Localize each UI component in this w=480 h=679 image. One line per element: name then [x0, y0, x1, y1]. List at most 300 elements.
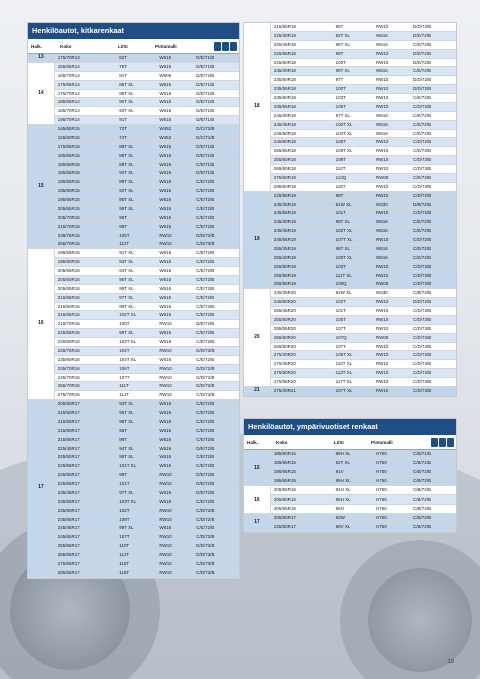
load-speed-cell: 107T — [116, 373, 156, 382]
size-cell: 235/60R18 — [270, 94, 332, 103]
eu-label-cell: C/E/72/B — [193, 426, 239, 435]
header-koko: Koko — [276, 439, 288, 445]
tread-cell: W616 — [156, 302, 193, 311]
table-row — [244, 31, 456, 40]
tread-cell: W616 — [156, 444, 193, 453]
tread-cell: RW10 — [156, 480, 193, 489]
table-row — [244, 477, 456, 486]
eu-label-cell: C/B/72/B — [410, 495, 456, 504]
load-speed-cell: 115T — [116, 559, 156, 568]
eu-label-cell: D/E/72/B — [193, 320, 239, 329]
winter-tires-table-part1 — [27, 22, 240, 579]
load-speed-cell: 88T XL — [116, 89, 156, 98]
size-cell: 235/35R20 — [270, 289, 332, 298]
tread-cell: RW10 — [373, 386, 410, 395]
eu-label-cell: C/E/72/B — [410, 129, 456, 138]
tread-cell: W616 — [156, 62, 193, 71]
load-speed-cell: 86T XL — [116, 80, 156, 89]
load-speed-cell: 90T XL — [116, 98, 156, 107]
eu-label-cell: C/D/73/B — [410, 315, 456, 324]
eu-label-cell: D/E/71/B — [193, 80, 239, 89]
tread-cell: W616 — [373, 67, 410, 76]
table-row — [244, 111, 456, 120]
eu-label-cell: C/B/72/B — [410, 513, 456, 522]
eu-label-cell: C/E/72/B — [410, 111, 456, 120]
tread-cell: RW10 — [373, 102, 410, 111]
size-cell: 225/75R16 — [54, 346, 116, 355]
all-season-tires-table — [243, 418, 457, 533]
table-row — [28, 187, 239, 196]
table-row — [28, 373, 239, 382]
table-row — [28, 222, 239, 231]
table-row — [244, 378, 456, 387]
tread-cell: RW10 — [156, 515, 193, 524]
table-row — [28, 471, 239, 480]
table-row — [28, 284, 239, 293]
size-cell: 215/65R17 — [54, 435, 116, 444]
table-row — [244, 253, 456, 262]
eu-label-cell: C/D/73/B — [410, 182, 456, 191]
load-speed-cell: 110T XL — [333, 360, 373, 369]
tire-table — [244, 23, 456, 396]
tread-cell: W616 — [156, 426, 193, 435]
load-speed-cell: 100T XL — [333, 120, 373, 129]
tread-cell: RW10 — [373, 76, 410, 85]
tread-cell: W616 — [156, 267, 193, 276]
rim-size-cell: 17 — [244, 513, 270, 531]
eu-label-cell: C/E/72/B — [193, 258, 239, 267]
eu-label-cell: C/D/73/B — [410, 386, 456, 395]
load-speed-cell: 99T XL — [116, 204, 156, 213]
table-row — [244, 324, 456, 333]
size-cell: 185/65R15 — [270, 459, 332, 468]
tread-cell: RW10 — [373, 182, 410, 191]
load-speed-cell: 108T — [116, 515, 156, 524]
table-row — [28, 364, 239, 373]
size-cell: 185/55R15 — [54, 151, 116, 160]
rim-size-cell: 13 — [28, 54, 54, 62]
size-cell: 245/45R19 — [270, 227, 332, 236]
load-speed-cell: 100T — [333, 58, 373, 67]
table-row — [28, 488, 239, 497]
table-row — [28, 320, 239, 329]
tread-cell: RW10 — [373, 147, 410, 156]
rim-size-cell: 19 — [244, 191, 270, 289]
table-row — [28, 338, 239, 347]
load-speed-cell: 99T XL — [116, 302, 156, 311]
tread-cell: RW10 — [373, 209, 410, 218]
eu-label-cell: D/E/72/B — [193, 480, 239, 489]
eu-label-icons — [214, 42, 237, 51]
size-cell: 215/60R17 — [54, 426, 116, 435]
load-speed-cell: 102T XL — [116, 338, 156, 347]
table-row — [28, 409, 239, 418]
size-cell: 245/45R18 — [270, 120, 332, 129]
size-cell: 265/50R20 — [270, 342, 332, 351]
size-cell: 275/45R20 — [270, 360, 332, 369]
load-speed-cell: 92T XL — [116, 169, 156, 178]
size-cell: 275/70R16 — [54, 391, 116, 400]
rim-size-cell: 20 — [244, 289, 270, 387]
eu-label-cell: C/D/73/B — [193, 559, 239, 568]
table-row — [244, 333, 456, 342]
size-cell: 195/60R15 — [54, 187, 116, 196]
tread-cell: RW10 — [373, 156, 410, 165]
eu-label-cell: D/E/71/B — [193, 89, 239, 98]
load-speed-cell: 95H — [333, 504, 373, 513]
load-speed-cell: 99T XL — [116, 284, 156, 293]
size-cell: 205/55R16 — [54, 267, 116, 276]
load-speed-cell: 95T XL — [333, 67, 373, 76]
load-speed-cell: 91W XL — [333, 200, 373, 209]
load-speed-cell: 98V XL — [333, 522, 373, 531]
load-speed-cell: 107T XL — [333, 386, 373, 395]
load-speed-cell: 96T — [116, 213, 156, 222]
table-row — [244, 129, 456, 138]
load-speed-cell: 103T XL — [116, 497, 156, 506]
tread-cell: W616 — [156, 462, 193, 471]
load-speed-cell: 95T — [333, 23, 373, 31]
load-speed-cell: 89T XL — [116, 178, 156, 187]
eu-label-cell: C/B/71/B — [410, 450, 456, 459]
eu-label-cell: D/E/72/B — [410, 49, 456, 58]
table-header — [244, 435, 456, 450]
tread-cell: H750 — [373, 495, 410, 504]
load-speed-cell: 107T — [116, 533, 156, 542]
size-cell: 255/70R16 — [54, 382, 116, 391]
rim-size-cell: 16 — [244, 486, 270, 513]
size-cell: 225/55R16 — [54, 329, 116, 338]
size-cell: 235/50R18 — [270, 76, 332, 85]
tread-cell: W616 — [373, 40, 410, 49]
eu-label-cell: C/D/73/B — [410, 324, 456, 333]
eu-label-cell: C/E/72/B — [193, 293, 239, 302]
table-row — [28, 151, 239, 160]
size-cell: 195/70R14 — [54, 116, 116, 125]
size-cell: 215/70R15 — [54, 222, 116, 231]
tread-cell: W616 — [373, 227, 410, 236]
eu-label-cell: C/E/72/B — [410, 94, 456, 103]
table-row — [28, 444, 239, 453]
load-speed-cell: 100T XL — [333, 253, 373, 262]
table-row — [28, 196, 239, 205]
tread-cell: W616 — [373, 129, 410, 138]
tread-cell: H750 — [373, 468, 410, 477]
load-speed-cell: 95T XL — [333, 40, 373, 49]
size-cell: 235/60R17 — [54, 506, 116, 515]
size-cell: 255/40R19 — [270, 253, 332, 262]
load-speed-cell: 96T — [116, 426, 156, 435]
load-speed-cell: 111T XL — [333, 271, 373, 280]
load-speed-cell: 95T XL — [116, 409, 156, 418]
tread-cell: W616 — [156, 213, 193, 222]
table-row — [28, 169, 239, 178]
table-row — [244, 49, 456, 58]
load-speed-cell: 102T XL — [116, 311, 156, 320]
tread-cell: W616 — [156, 196, 193, 205]
load-speed-cell: 81T — [116, 71, 156, 80]
size-cell: 235/55R17 — [54, 497, 116, 506]
size-cell: 265/50R20 — [270, 333, 332, 342]
tread-cell: RW08 — [373, 280, 410, 289]
tread-cell: W330 — [373, 289, 410, 298]
table-row — [244, 459, 456, 468]
eu-label-cell: C/E/72/B — [193, 187, 239, 196]
tread-cell: RW10 — [373, 351, 410, 360]
eu-label-cell: C/B/72/B — [410, 477, 456, 486]
table-row — [28, 267, 239, 276]
eu-label-cell: C/D/73/B — [410, 333, 456, 342]
eu-label-cell: D/C/71/B — [193, 133, 239, 142]
load-speed-cell: 101T — [333, 307, 373, 316]
size-cell: 245/50R20 — [270, 298, 332, 307]
size-cell: 195/65R15 — [54, 196, 116, 205]
size-cell: 225/50R17 — [54, 453, 116, 462]
table-row — [244, 218, 456, 227]
load-speed-cell: 100T — [116, 320, 156, 329]
tread-cell: RW10 — [156, 533, 193, 542]
table-row — [28, 480, 239, 489]
load-speed-cell: 94H XL — [333, 486, 373, 495]
load-speed-cell: 107T XL — [333, 236, 373, 245]
header-halk: Halk. — [31, 43, 42, 49]
eu-label-cell: C/E/72/B — [410, 40, 456, 49]
table-row — [28, 302, 239, 311]
eu-label-cell: C/E/72/B — [193, 196, 239, 205]
size-cell: 245/70R16 — [54, 373, 116, 382]
table-row — [244, 450, 456, 459]
eu-label-cell: D/E/72/B — [193, 488, 239, 497]
tread-cell: RW10 — [156, 391, 193, 400]
fuel-icon — [431, 438, 438, 447]
load-speed-cell: 113T XL — [333, 369, 373, 378]
load-speed-cell: 102T XL — [333, 227, 373, 236]
size-cell: 255/55R20 — [270, 324, 332, 333]
table-header — [28, 39, 239, 54]
size-cell: 245/50R18 — [270, 129, 332, 138]
tread-cell: H750 — [373, 522, 410, 531]
size-cell: 235/40R18 — [270, 67, 332, 76]
eu-label-cell: C/B/71/B — [410, 459, 456, 468]
tread-cell: W616 — [156, 98, 193, 107]
size-cell: 205/60R16 — [54, 275, 116, 284]
eu-label-cell: C/E/73/B — [410, 253, 456, 262]
load-speed-cell: 103T — [333, 262, 373, 271]
tread-cell: W616 — [156, 258, 193, 267]
eu-label-cell: C/E/72/B — [193, 417, 239, 426]
size-cell: 245/40R19 — [270, 218, 332, 227]
eu-label-cell: D/E/71/B — [193, 107, 239, 116]
eu-label-cell: D/E/71/B — [193, 62, 239, 71]
eu-label-cell: C/D/73/B — [410, 280, 456, 289]
table-row — [244, 40, 456, 49]
load-speed-cell: 97T XL — [116, 293, 156, 302]
load-speed-cell: 99T XL — [116, 524, 156, 533]
eu-label-cell: C/B/72/B — [410, 522, 456, 531]
eu-label-cell: D/D/72/B — [410, 85, 456, 94]
load-speed-cell: 108T — [333, 156, 373, 165]
table-row — [244, 209, 456, 218]
load-speed-cell: 96H XL — [333, 495, 373, 504]
load-speed-cell: 92W XL — [333, 289, 373, 298]
tread-cell: RW10 — [373, 49, 410, 58]
header-koko: Koko — [60, 43, 72, 49]
size-cell: 255/45R20 — [270, 307, 332, 316]
page-number: 19 — [447, 659, 454, 665]
size-cell: 235/35R19 — [270, 200, 332, 209]
tread-cell: W616 — [156, 355, 193, 364]
table-row — [28, 568, 239, 577]
table-row — [244, 94, 456, 103]
winter-tires-table-part2 — [243, 22, 457, 397]
eu-label-cell: D/B/72/B — [410, 200, 456, 209]
size-cell: 285/60R18 — [270, 182, 332, 191]
tread-cell: W452 — [156, 133, 193, 142]
load-speed-cell: 112T — [116, 551, 156, 560]
load-speed-cell: 106T XL — [333, 351, 373, 360]
tread-cell: RW10 — [373, 191, 410, 200]
eu-label-cell: C/B/72/B — [410, 504, 456, 513]
load-speed-cell: 95T XL — [116, 196, 156, 205]
size-cell: 225/55R19 — [270, 191, 332, 200]
table-row — [28, 435, 239, 444]
table-row — [244, 85, 456, 94]
tread-cell: W616 — [156, 204, 193, 213]
table-row — [28, 204, 239, 213]
size-cell: 215/50R17 — [54, 409, 116, 418]
load-speed-cell: 104T — [116, 346, 156, 355]
table-row — [244, 307, 456, 316]
eu-label-cell: D/D/73/B — [193, 542, 239, 551]
table-row — [28, 329, 239, 338]
size-cell: 225/40R18 — [270, 31, 332, 40]
tread-cell: RW10 — [156, 382, 193, 391]
tread-cell: W616 — [156, 488, 193, 497]
table-row — [28, 391, 239, 400]
eu-label-cell: C/D/73/B — [193, 568, 239, 577]
eu-label-cell: D/E/71/B — [193, 116, 239, 125]
tread-cell: W616 — [156, 249, 193, 258]
tread-cell: RW10 — [373, 378, 410, 387]
tread-cell: RW10 — [156, 559, 193, 568]
header-lisi: LI/SI — [334, 439, 344, 445]
tread-cell: W616 — [156, 187, 193, 196]
load-speed-cell: 97T XL — [333, 111, 373, 120]
tread-cell: RW10 — [156, 346, 193, 355]
table-row — [28, 453, 239, 462]
load-speed-cell: 92T XL — [116, 107, 156, 116]
eu-label-cell: C/E/72/B — [193, 284, 239, 293]
tread-cell: W616 — [156, 160, 193, 169]
size-cell: 225/55R17 — [54, 462, 116, 471]
size-cell: 175/65R15 — [54, 142, 116, 151]
table-row — [28, 125, 239, 134]
eu-label-cell: C/E/72/B — [193, 178, 239, 187]
eu-label-cell: C/E/72/B — [193, 462, 239, 471]
load-speed-cell: 101T — [333, 209, 373, 218]
size-cell: 145/65R15 — [54, 125, 116, 134]
tread-cell: RW10 — [156, 551, 193, 560]
eu-label-cell: D/E/72/B — [193, 444, 239, 453]
load-speed-cell: 100T — [333, 85, 373, 94]
tread-cell: RW10 — [373, 342, 410, 351]
eu-label-cell: C/B/72/B — [410, 468, 456, 477]
load-speed-cell: 98T XL — [333, 218, 373, 227]
size-cell: 235/65R18 — [270, 102, 332, 111]
table-row — [244, 156, 456, 165]
size-cell: 185/60R15 — [54, 160, 116, 169]
tread-cell: W616 — [156, 311, 193, 320]
size-cell: 215/55R18 — [270, 23, 332, 31]
table-row — [244, 236, 456, 245]
tread-cell: W616 — [156, 54, 193, 62]
tread-cell: W616 — [156, 107, 193, 116]
eu-label-cell: D/D/72/B — [193, 231, 239, 240]
table-row — [28, 355, 239, 364]
eu-label-cell: C/E/72/B — [193, 275, 239, 284]
load-speed-cell: 94T XL — [116, 267, 156, 276]
size-cell: 255/65R17 — [54, 542, 116, 551]
tread-cell: W616 — [156, 116, 193, 125]
eu-label-cell: D/E/72/B — [410, 58, 456, 67]
table-row — [244, 173, 456, 182]
size-cell: 175/70R13 — [54, 54, 116, 62]
load-speed-cell: 104T XL — [116, 355, 156, 364]
table-row — [28, 497, 239, 506]
table-row — [28, 542, 239, 551]
size-cell: 195/55R15 — [54, 178, 116, 187]
table-row — [244, 102, 456, 111]
size-cell: 225/45R17 — [54, 444, 116, 453]
eu-label-cell: C/E/72/B — [410, 244, 456, 253]
eu-label-cell: C/E/72/B — [193, 213, 239, 222]
load-speed-cell: 98T — [116, 222, 156, 231]
tread-cell: RW10 — [156, 542, 193, 551]
eu-label-cell: D/E/72/B — [193, 71, 239, 80]
eu-label-cell: C/E/72/B — [410, 218, 456, 227]
eu-label-cell: C/E/72/B — [193, 338, 239, 347]
load-speed-cell: 98T — [333, 49, 373, 58]
load-speed-cell: 105T — [333, 138, 373, 147]
tread-cell: W616 — [373, 120, 410, 129]
load-speed-cell: 82T — [116, 54, 156, 62]
size-cell: 185/60R15 — [270, 450, 332, 459]
tread-cell: W616 — [156, 329, 193, 338]
eu-label-cell: C/D/72/B — [193, 533, 239, 542]
tread-cell: RW08 — [373, 173, 410, 182]
tread-cell: W616 — [373, 31, 410, 40]
tread-cell: RW08 — [373, 333, 410, 342]
eu-label-cell: C/E/73/B — [410, 147, 456, 156]
load-speed-cell: 75T — [116, 62, 156, 71]
table-row — [244, 76, 456, 85]
size-cell: 255/50R19 — [270, 262, 332, 271]
load-speed-cell: 98T XL — [116, 453, 156, 462]
eu-label-cell: C/D/73/B — [193, 391, 239, 400]
table-row — [244, 67, 456, 76]
eu-label-cell: C/D/73/B — [193, 240, 239, 249]
header-lisi: LI/SI — [118, 43, 128, 49]
tread-cell: RW10 — [156, 231, 193, 240]
size-cell: 235/65R17 — [54, 515, 116, 524]
size-cell: 195/65R15 — [270, 477, 332, 486]
size-cell: 265/65R17 — [54, 551, 116, 560]
size-cell: 235/60R16 — [54, 355, 116, 364]
table-row — [28, 98, 239, 107]
size-cell: 225/60R18 — [270, 58, 332, 67]
table-row — [28, 54, 239, 62]
load-speed-cell: 111T — [116, 382, 156, 391]
